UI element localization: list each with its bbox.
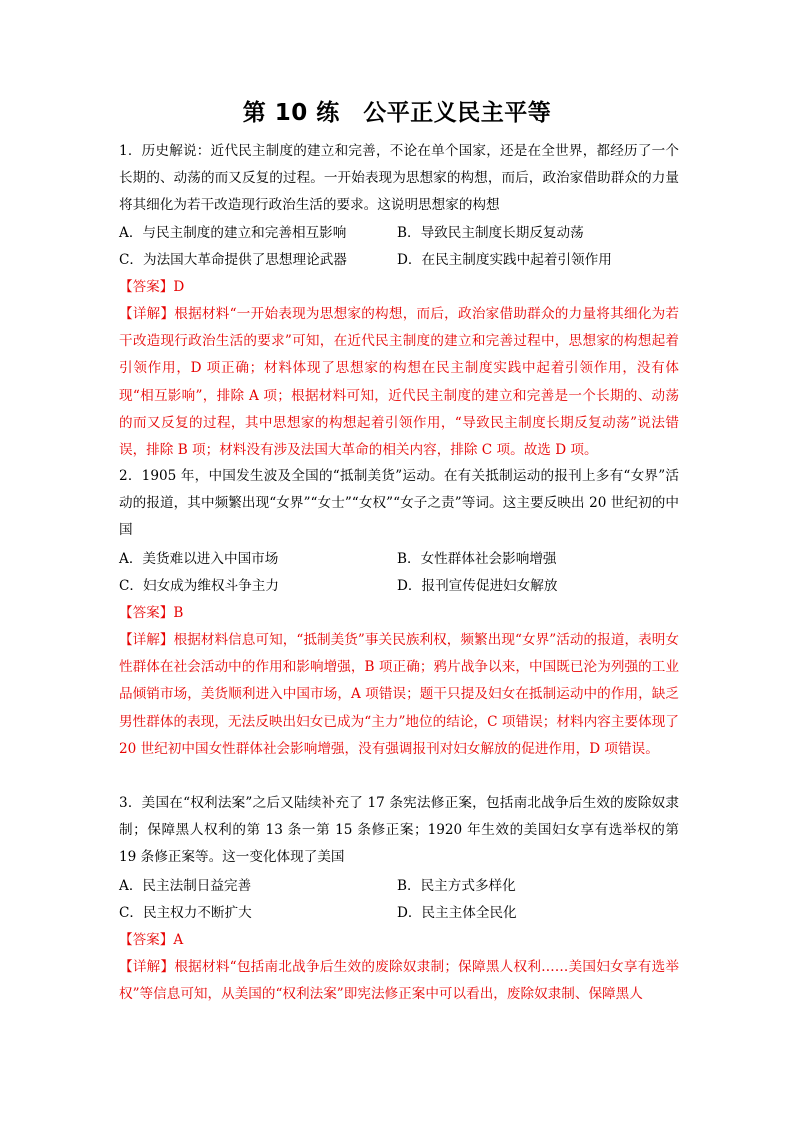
question-2-option-d: D．报刊宣传促进妇女解放: [397, 578, 558, 594]
question-3-explanation: 【详解】根据材料“包括南北战争后生效的废除奴隶制；保障黑人权利……美国妇女享有选举权”等信息可知，从美国的“权利法案”即宪法修正案中可以看出，废除奴隶制、保障黑人: [119, 959, 679, 1003]
question-2-stem: 2．1905 年，中国发生波及全国的“抵制美货”运动。在有关抵制运动的报刊上多有“女界”活动的报道，其中频繁出现“女界”“女士”“女权”“女子之责”等词。这主要反映出 20 世纪初的中国: [119, 468, 679, 539]
question-3-option-b: B．民主方式多样化: [397, 878, 516, 894]
question-2-option-a: A．美货难以进入中国市场: [119, 551, 279, 567]
question-3-stem: 3．美国在“权利法案”之后又陆续补充了 17 条宪法修正案，包括南北战争后生效的废除奴隶制；保障黑人权利的第 13 条一第 15 条修正案；1920 年生效的美国妇女享有选举权的第 19 条修正案等。这一变化体现了美国: [119, 795, 679, 866]
question-3-options-row-2: [119, 900, 679, 927]
page-title: 第 10 练 公平正义民主平等: [242, 100, 552, 126]
question-3-option-c: C．民主权力不断扩大: [119, 905, 252, 921]
question-3-option-a: A．民主法制日益完善: [119, 878, 252, 894]
question-1-option-d: D．在民主制度实践中起着引领作用: [397, 252, 612, 268]
question-1-stem: 1．历史解说：近代民主制度的建立和完善，不论在单个国家，还是在全世界，都经历了一个长期的、动荡的而又反复的过程。一开始表现为思想家的构想，而后，政治家借助群众的力量将其细化为若干改造现行政治生活的要求。这说明思想家的构想: [119, 143, 679, 214]
question-1-explanation: 【详解】根据材料“一开始表现为思想家的构想，而后，政治家借助群众的力量将其细化为若干改造现行政治生活的要求”可知，在近代民主制度的建立和完善过程中，思想家的构想起着引领作用，D 项正确；材料体现了思想家的构想在民主制度实践中起着引领作用，没有体现“相互影响”，排除 A 项；根据材料可知，近代民主制度的建立和完善是一个长期的、动荡的而又反复的过程，其中思想家的构想起着引领作用，“导致民主制度长期反复动荡”说法错误，排除 B 项；材料没有涉及法国大革命的相关内容，排除 C 项。故选 D 项。: [119, 306, 679, 459]
question-1-options-row-1: [119, 220, 679, 247]
question-2-options-row-1: [119, 546, 679, 573]
question-2-answer: 【答案】B: [119, 605, 184, 621]
question-3-options-row-1: [119, 873, 679, 900]
question-2-option-c: C．妇女成为维权斗争主力: [119, 578, 279, 594]
question-3-option-d: D．民主主体全民化: [397, 905, 517, 921]
question-1-answer: 【答案】D: [119, 279, 185, 295]
question-1-option-c: C．为法国大革命提供了思想理论武器: [119, 252, 347, 268]
question-1-option-a: A．与民主制度的建立和完善相互影响: [119, 225, 347, 241]
question-1-options-row-2: [119, 247, 679, 274]
question-2-explanation: 【详解】根据材料信息可知，“抵制美货”事关民族利权，频繁出现“女界”活动的报道，表明女性群体在社会活动中的作用和影响增强，B 项正确；鸦片战争以来，中国既已沦为列强的工业品倾销市场，美货顺利进入中国市场，A 项错误；题干只提及妇女在抵制运动中的作用，缺乏男性群体的表现，无法反映出妇女已成为“主力”地位的结论，C 项错误；材料内容主要体现了 20 世纪初中国女性群体社会影响增强，没有强调报刊对妇女解放的促进作用，D 项错误。: [119, 632, 679, 757]
question-3-answer: 【答案】A: [119, 932, 184, 948]
question-1-option-b: B．导致民主制度长期反复动荡: [397, 225, 584, 241]
question-2-option-b: B．女性群体社会影响增强: [397, 551, 557, 567]
question-2-options-row-2: [119, 573, 679, 600]
